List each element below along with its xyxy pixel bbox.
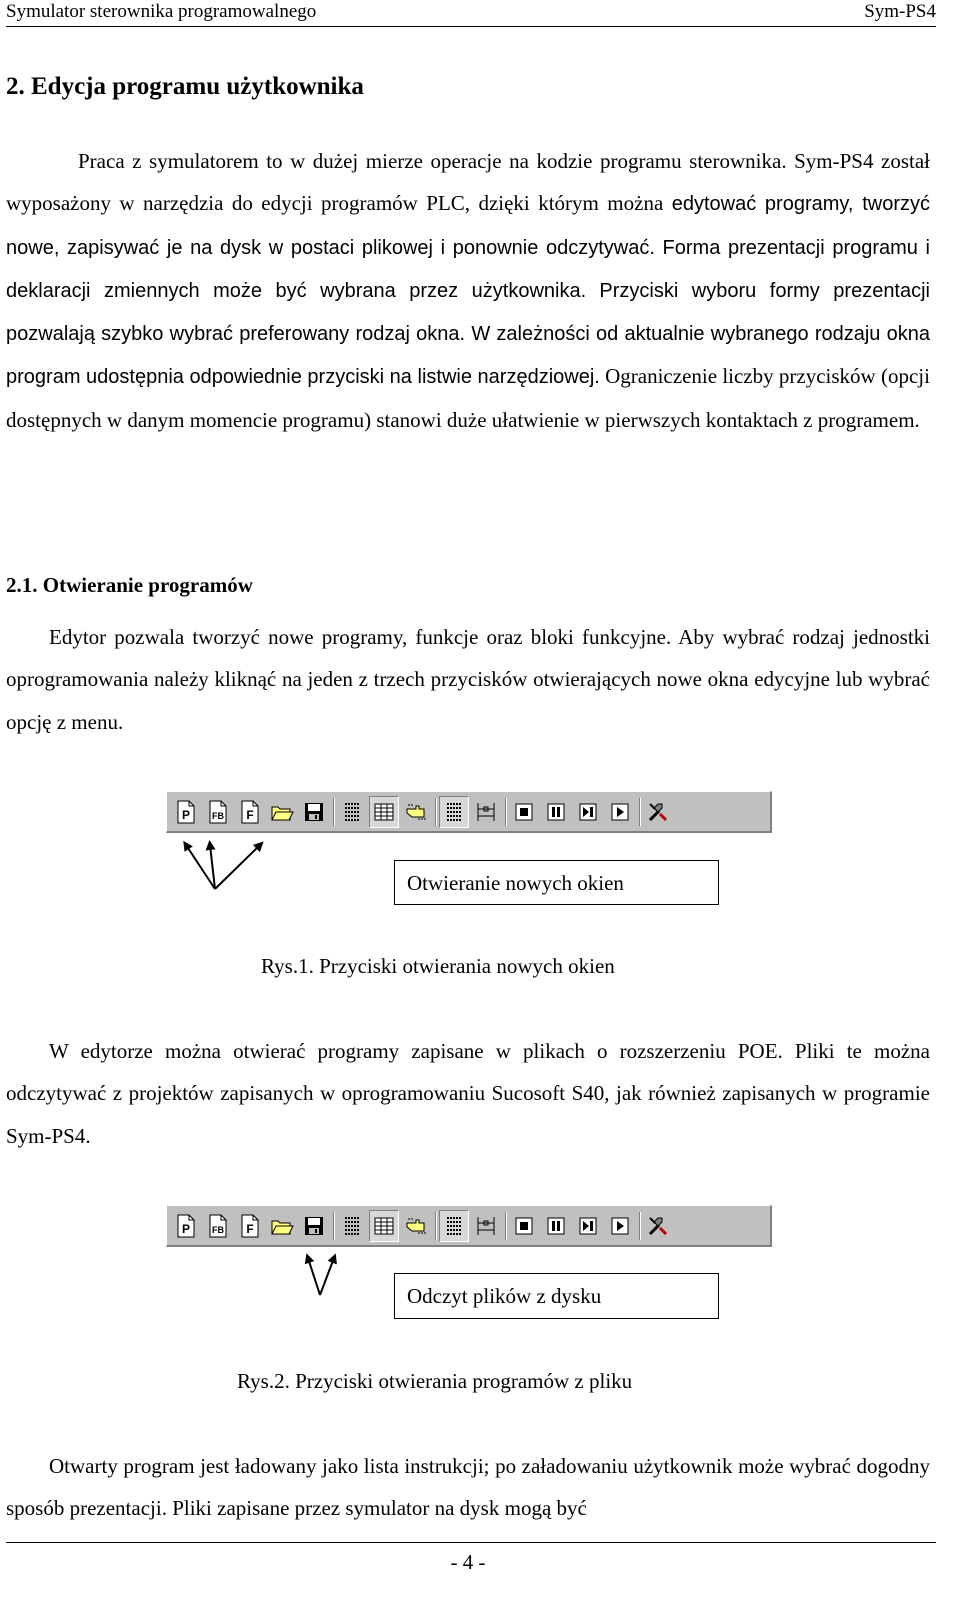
ladder-icon — [475, 801, 497, 823]
toolbar-figure-2 — [166, 1205, 772, 1247]
svg-text:F: F — [246, 1221, 254, 1236]
table-view-button[interactable] — [369, 1210, 399, 1242]
tools-button[interactable] — [643, 796, 673, 828]
paragraph-1-part-d: Ograniczenie liczby przycisków (opcji dostępnych w danym momencie programu) stanowi duże ułatwienie w pierwszych kontaktach z programem. — [6, 364, 930, 432]
svg-text:FB: FB — [212, 810, 224, 821]
new-function-icon — [239, 800, 261, 824]
new-function-button[interactable] — [235, 1210, 265, 1242]
svg-text:F: F — [246, 807, 254, 822]
list-view-2-button[interactable] — [439, 1210, 469, 1242]
table-view-icon — [373, 1216, 395, 1236]
pause-icon — [546, 802, 566, 822]
toolbar-separator — [637, 796, 643, 828]
list-view-icon — [342, 1215, 362, 1237]
run-icon — [610, 1216, 630, 1236]
run-button[interactable] — [605, 796, 635, 828]
list-view-button[interactable] — [337, 796, 367, 828]
list-view-button[interactable] — [337, 1210, 367, 1242]
paragraph-1-part-c: Przyciski wyboru formy prezentacji pozwalają szybko wybrać preferowany rodzaj okna. W zależności od aktualnie wybranego rodzaju okna program udostępnia odpowiednie przyciski na listwie narzędziowej. — [6, 279, 931, 389]
toolbar-separator — [331, 1210, 337, 1242]
open-folder-icon — [270, 801, 294, 823]
open-folder-button[interactable] — [267, 796, 297, 828]
paragraph-2: Edytor pozwala tworzyć nowe programy, funkcje oraz bloki funkcyjne. Aby wybrać rodzaj jednostki oprogramowania należy kliknąć na jeden z trzech przycisków otwierających nowe okna edycyjne lub wybrać opcję z menu. — [6, 625, 930, 734]
new-program-button[interactable] — [171, 1210, 201, 1242]
pause-button[interactable] — [541, 1210, 571, 1242]
step-icon — [578, 802, 598, 822]
toolbar-figure-1 — [166, 791, 772, 833]
run-icon — [610, 802, 630, 822]
figure-2-callout: Odczyt plików z dysku — [394, 1273, 719, 1319]
paragraph-3: W edytorze można otwierać programy zapisane w plikach o rozszerzeniu POE. Pliki te można odczytywać z projektów zapisanych w oprogramowaniu Sucosoft S40, jak również zapisanych w programie Sym-PS4. — [6, 1039, 930, 1148]
tools-icon — [646, 1214, 670, 1238]
section-title: 2. Edycja programu użytkownika — [6, 73, 364, 100]
list-view-2-icon — [444, 801, 464, 823]
figure-2-arrows — [150, 1250, 400, 1310]
new-function-block-icon — [207, 1214, 229, 1238]
new-function-icon — [239, 1214, 261, 1238]
ladder-button[interactable] — [471, 796, 501, 828]
paragraph-4: Otwarty program jest ładowany jako lista instrukcji; po załadowaniu użytkownik może wybrać dogodny sposób prezentacji. Pliki zapisane przez symulator na dysk mogą być — [6, 1454, 930, 1521]
paragraph-1-part-a: Praca z symulatorem to w dużej mierze operacje na kodzie programu sterownika. Sym-PS4 został wyposażony w narzędzia do edycji programów PLC, dzięki którym można — [6, 149, 930, 216]
step-button[interactable] — [573, 1210, 603, 1242]
paragraph-1 — [6, 140, 930, 441]
hand-pointer-icon — [404, 801, 428, 823]
figure-2-caption: Rys.2. Przyciski otwierania programów z pliku — [237, 1369, 633, 1393]
list-view-2-icon — [444, 1215, 464, 1237]
footer-rule — [6, 1542, 936, 1543]
svg-text:FB: FB — [212, 1224, 224, 1235]
header-rule — [6, 26, 936, 27]
step-button[interactable] — [573, 796, 603, 828]
hand-pointer-icon — [404, 1215, 428, 1237]
new-function-block-button[interactable] — [203, 796, 233, 828]
svg-text:P: P — [181, 1221, 191, 1236]
figure-1-caption: Rys.1. Przyciski otwierania nowych okien — [261, 954, 615, 978]
new-program-button[interactable] — [171, 796, 201, 828]
save-disk-icon — [303, 1215, 325, 1237]
table-view-icon — [373, 802, 395, 822]
new-program-icon — [175, 1214, 197, 1238]
run-button[interactable] — [605, 1210, 635, 1242]
open-folder-icon — [270, 1215, 294, 1237]
list-view-icon — [342, 801, 362, 823]
stop-button[interactable] — [509, 796, 539, 828]
toolbar-separator — [331, 796, 337, 828]
toolbar-separator — [503, 1210, 509, 1242]
stop-button[interactable] — [509, 1210, 539, 1242]
toolbar-separator — [637, 1210, 643, 1242]
new-function-block-button[interactable] — [203, 1210, 233, 1242]
pause-button[interactable] — [541, 796, 571, 828]
save-disk-button[interactable] — [299, 1210, 329, 1242]
paragraph-1-part-b: edytować programy, tworzyć nowe, zapisywać je na dysk w postaci plikowej i ponownie odczytywać. Forma prezentacji programu i deklaracji zmiennych może być wybrana przez użytkownika. — [6, 193, 930, 302]
hand-pointer-button[interactable] — [401, 796, 431, 828]
stop-icon — [514, 1216, 534, 1236]
figure-1-arrows — [150, 835, 280, 895]
header-left: Symulator sterownika programowalnego — [6, 1, 317, 22]
new-program-icon — [175, 800, 197, 824]
page-number: - 4 - — [450, 1550, 486, 1574]
tools-icon — [646, 800, 670, 824]
list-view-2-button[interactable] — [439, 796, 469, 828]
save-disk-button[interactable] — [299, 796, 329, 828]
save-disk-icon — [303, 801, 325, 823]
ladder-button[interactable] — [471, 1210, 501, 1242]
pause-icon — [546, 1216, 566, 1236]
figure-1-callout: Otwieranie nowych okien — [394, 860, 719, 905]
open-folder-button[interactable] — [267, 1210, 297, 1242]
svg-text:P: P — [181, 807, 191, 822]
page-header — [6, 0, 936, 24]
step-icon — [578, 1216, 598, 1236]
new-function-button[interactable] — [235, 796, 265, 828]
tools-button[interactable] — [643, 1210, 673, 1242]
stop-icon — [514, 802, 534, 822]
new-function-block-icon — [207, 800, 229, 824]
subsection-title: 2.1. Otwieranie programów — [6, 573, 253, 597]
ladder-icon — [475, 1215, 497, 1237]
toolbar-separator — [503, 796, 509, 828]
header-right: Sym-PS4 — [864, 1, 936, 22]
toolbar-separator — [433, 1210, 439, 1242]
toolbar-separator — [433, 796, 439, 828]
hand-pointer-button[interactable] — [401, 1210, 431, 1242]
table-view-button[interactable] — [369, 796, 399, 828]
